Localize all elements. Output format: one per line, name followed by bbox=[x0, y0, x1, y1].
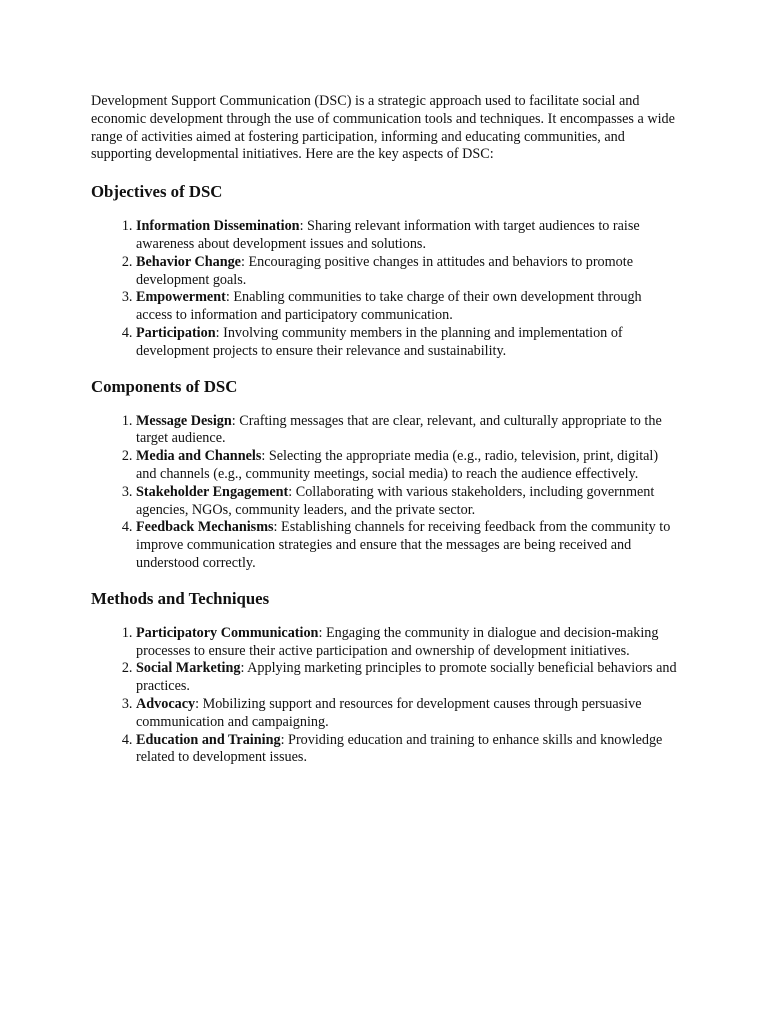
list-item bbox=[136, 732, 681, 768]
item-term: Social Marketing bbox=[136, 660, 241, 677]
document-body bbox=[91, 93, 681, 767]
item-description: : Engaging the community in dialogue and decision-making processes to ensure their active participation and ownership of development initiatives. bbox=[136, 624, 659, 659]
list-item bbox=[136, 448, 681, 484]
item-term: Stakeholder Engagement bbox=[136, 483, 289, 500]
methods-list bbox=[91, 625, 681, 767]
item-description: : Sharing relevant information with target audiences to raise awareness about development issues and solutions. bbox=[136, 218, 640, 252]
item-term: Behavior Change bbox=[136, 253, 241, 270]
list-item bbox=[136, 325, 681, 361]
list-item bbox=[136, 289, 681, 325]
item-description: : Involving community members in the planning and implementation of development projects to ensure their relevance and sustainability. bbox=[136, 324, 623, 359]
list-item bbox=[136, 660, 681, 696]
section-heading-methods: Methods and Techniques bbox=[91, 588, 270, 608]
item-description: : Encouraging positive changes in attitudes and behaviors to promote development goals. bbox=[136, 253, 634, 288]
item-term: Education and Training bbox=[136, 731, 281, 748]
section-heading-objectives: Objectives of DSC bbox=[91, 182, 223, 202]
item-term: Empowerment bbox=[136, 289, 226, 306]
item-term: Advocacy bbox=[136, 695, 196, 712]
intro-paragraph: Development Support Communication (DSC) is a strategic approach used to facilitate social and economic development through the use of communication tools and techniques. It encompasses a wide range of activities aimed at fostering participation, informing and educating communities, and supporting developmental initiatives. Here are the key aspects of DSC: bbox=[91, 93, 675, 163]
list-item bbox=[136, 625, 681, 661]
item-term: Participatory Communication bbox=[136, 624, 319, 641]
item-term: Feedback Mechanisms bbox=[136, 519, 274, 536]
objectives-list bbox=[91, 218, 681, 360]
item-term: Message Design bbox=[136, 412, 232, 429]
item-description: : Selecting the appropriate media (e.g., radio, television, print, digital) and channels (e.g., community meetings, social media) to reach the audience effectively. bbox=[136, 448, 659, 482]
item-description: : Establishing channels for receiving feedback from the community to improve communication strategies and ensure that the messages are being received and understood correctly. bbox=[136, 519, 671, 571]
list-item bbox=[136, 413, 681, 449]
item-term: Media and Channels bbox=[136, 448, 262, 465]
item-description: : Providing education and training to enhance skills and knowledge related to development issues. bbox=[136, 731, 663, 766]
item-description: : Applying marketing principles to promote socially beneficial behaviors and practices. bbox=[136, 660, 677, 695]
item-description: : Enabling communities to take charge of their own development through access to information and participatory communication. bbox=[136, 289, 642, 324]
list-item bbox=[136, 696, 681, 732]
item-term: Participation bbox=[136, 324, 216, 341]
item-term: Information Dissemination bbox=[136, 218, 300, 235]
section-heading-components: Components of DSC bbox=[91, 376, 238, 396]
list-item bbox=[136, 484, 681, 520]
list-item bbox=[136, 254, 681, 290]
item-description: : Mobilizing support and resources for development causes through persuasive communication and campaigning. bbox=[136, 695, 642, 730]
list-item bbox=[136, 218, 681, 254]
components-list bbox=[91, 413, 681, 573]
item-description: : Collaborating with various stakeholders, including government agencies, NGOs, community leaders, and the private sector. bbox=[136, 483, 655, 518]
list-item bbox=[136, 519, 681, 572]
item-description: : Crafting messages that are clear, relevant, and culturally appropriate to the target audience. bbox=[136, 412, 662, 447]
